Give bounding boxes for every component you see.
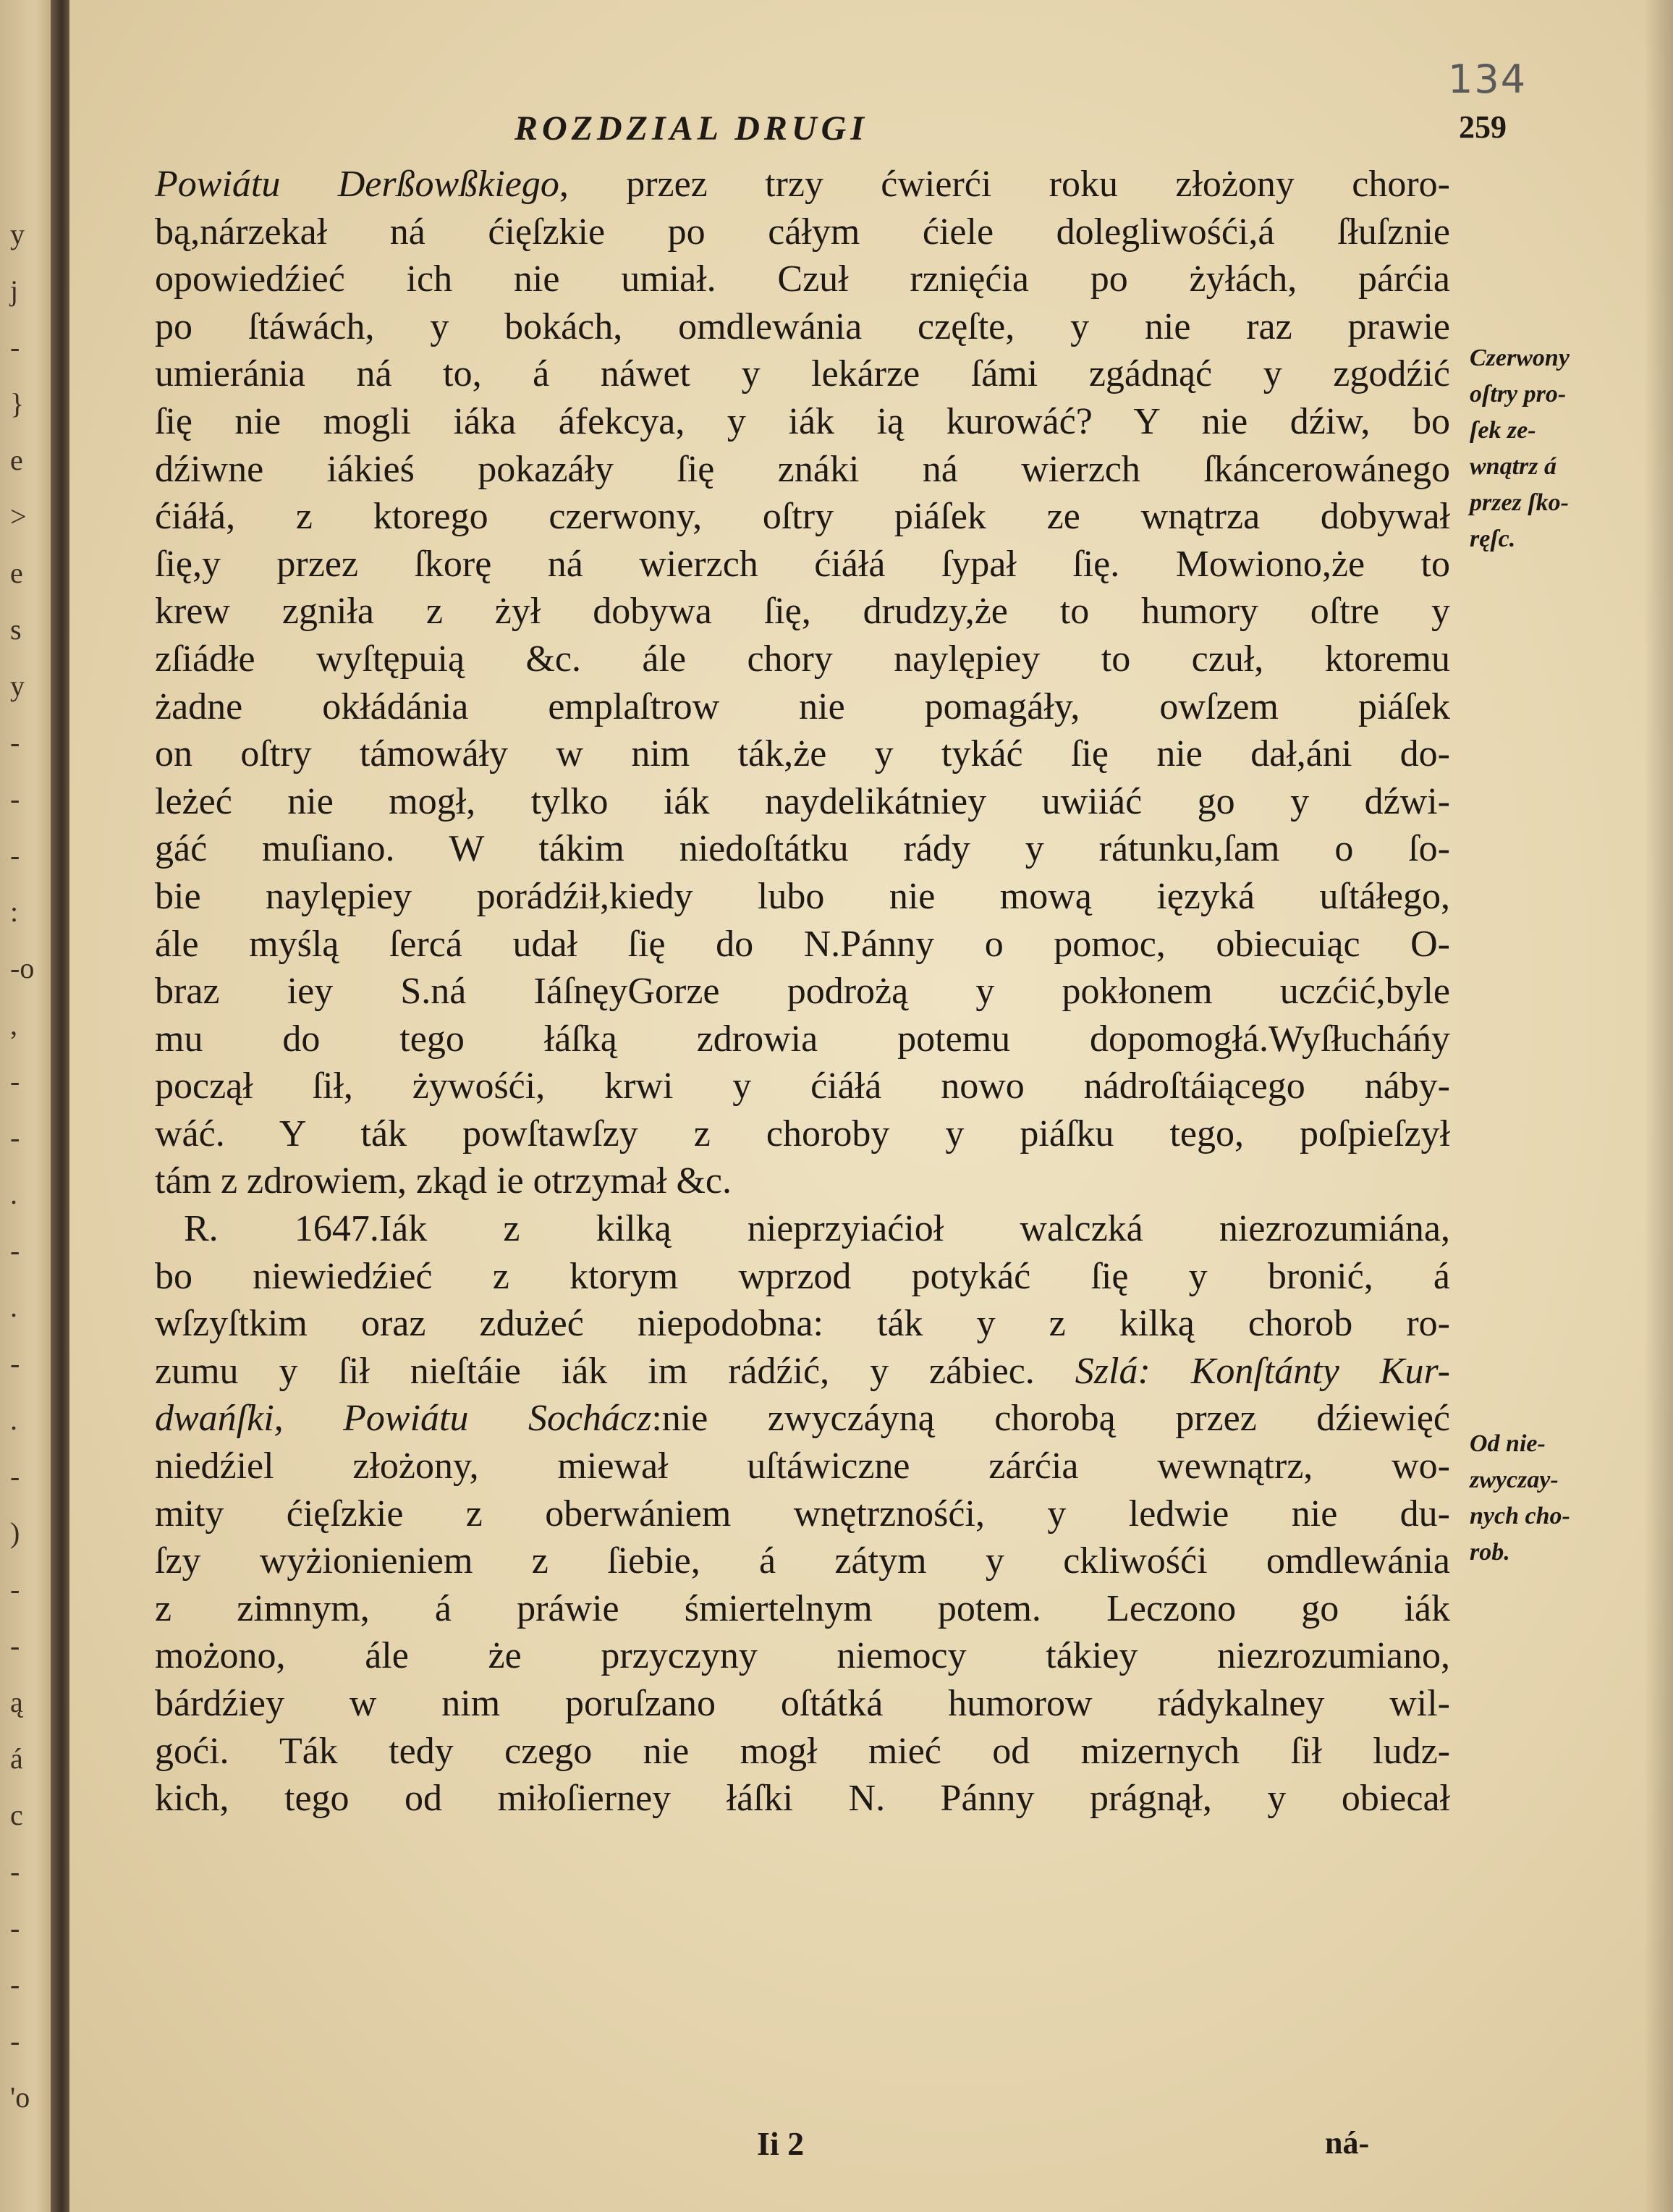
text-segment: on oſtry támowáły w nim ták,że y tykáć ſię nie dał,áni do- [155,733,1450,775]
facing-page-character: - [10,782,20,815]
text-segment: kich, tego od miłoſierney łáſki N. Pánny prágnął, y obiecał [155,1778,1450,1820]
facing-page-character: e [10,557,23,589]
text-line [155,588,1450,636]
text-line [155,541,1450,588]
text-line [155,350,1450,398]
facing-page-character: > [10,500,27,533]
text-line [155,1680,1450,1728]
facing-page-character: - [10,2025,20,2057]
text-line [155,1537,1450,1585]
facing-page-character: c [10,1799,23,1831]
text-segment: ſię nie mogli iáka áfekcya, y iák ią kurowáć? Y nie dźiw, bo [155,400,1450,442]
facing-page-character: -o [10,952,35,984]
page-number: 259 [1459,109,1507,145]
text-line [155,1063,1450,1110]
text-segment: braz iey S.ná IáſnęyGorze podrożą y pokłonem uczćić,byle [155,971,1450,1013]
text-segment: bą,nárzekał ná ćięſzkie po cáłym ćiele dolegliwośći,á ſłuſznie [155,211,1450,253]
text-line [155,493,1450,541]
text-segment: możono, ále że przyczyny niemocy tákiey niezrozumiano, [155,1635,1450,1677]
text-line [155,730,1450,778]
facing-page-character: - [10,839,20,871]
facing-page-character: : [10,895,19,928]
facing-page-character: ) [10,1516,20,1549]
text-segment: mity ćięſzkie z oberwániem wnętrznośći, y ledwie nie du- [155,1493,1450,1535]
body-text [155,161,1450,1823]
text-line [155,208,1450,256]
text-segment: bárdźiey w nim poruſzano oſtátká humorow rádykalney wil- [155,1683,1450,1724]
text-line [155,1632,1450,1680]
facing-page-character: y [10,218,25,250]
text-line [155,1348,1450,1396]
facing-page-character: - [10,1855,20,1888]
text-segment: żadne okłádánia emplaſtrow nie pomagáły, owſzem piáſek [155,685,1450,727]
text-line [155,398,1450,446]
text-line [155,1205,1450,1253]
facing-page-character: e [10,444,23,476]
facing-page-character: - [10,1912,20,1944]
text-segment: mu do tego łáſką zdrowia potemu dopomogłá.Wyſłucháńy [155,1018,1450,1060]
text-line [155,873,1450,921]
text-line [155,778,1450,826]
facing-page-character: s [10,613,22,646]
text-line [155,1157,1450,1205]
margin-note-line: ręſc. [1470,525,1516,552]
text-line [155,636,1450,683]
text-segment: dźiwne iákieś pokazáły ſię znáki ná wierzch ſkáncerowánego [155,448,1450,490]
margin-note-line: Od nie- [1470,1430,1546,1457]
text-line [155,1253,1450,1301]
text-line [155,1775,1450,1823]
facing-page-character: } [10,387,25,420]
text-segment: tám z zdrowiem, zkąd ie otrzymał &c. [155,1160,732,1202]
margin-note-line: rob. [1470,1539,1510,1566]
text-line [155,1728,1450,1776]
margin-note-od-niezwyczaynych [1470,1426,1614,1571]
margin-note-line: ſek ze- [1470,417,1536,444]
facing-page-character: - [10,1460,20,1493]
text-segment: niedźiel złożony, miewał uſtáwiczne zárćia wewnątrz, wo- [155,1445,1450,1487]
text-segment: ſzy wyżionieniem z ſiebie, á zátym y ckliwośći omdlewánia [155,1540,1450,1582]
text-segment: z zimnym, á práwie śmiertelnym potem. Leczono go iák [155,1587,1450,1629]
text-line [155,446,1450,494]
facing-page-character: , [10,1008,17,1041]
text-segment: wſzyſtkim oraz zdużeć niepodobna: ták y z kilką chorob ro- [155,1303,1450,1345]
book-page [69,0,1673,2212]
facing-page-character: - [10,726,20,759]
facing-page-character: - [10,331,20,363]
text-segment: ſię,y przez ſkorę ná wierzch ćiáłá ſypał ſię. Mowiono,że to [155,543,1450,585]
facing-page-character: y [10,670,25,702]
text-segment: umieránia ná to, á náwet y lekárze ſámi zgádnąć y zgodźić [155,353,1450,395]
facing-page-character: - [10,1121,20,1154]
margin-note-line: nych cho- [1470,1503,1570,1529]
text-segment: opowiedźieć ich nie umiał. Czuł rznięćia po żyłách, párćia [155,258,1450,300]
signature-mark: Ii 2 [757,2125,805,2162]
text-segment: R. 1647.Iák z kilką nieprzyiaćioł walczká niezrozumiána, [184,1208,1450,1250]
text-line [155,1585,1450,1633]
italic-text-segment: Powiátu Derßowßkiego [155,164,559,205]
facing-page-character: - [10,1234,20,1267]
italic-text-segment: dwańſki, Powiátu Sochácz [155,1398,652,1440]
handwritten-folio-number: 134 [1448,56,1528,102]
text-line [155,921,1450,968]
facing-page-edge [0,0,58,2212]
italic-text-segment: Szlá: Konſtánty Kur- [1075,1350,1450,1392]
margin-note-line: zwyczay- [1470,1466,1559,1493]
text-segment: zumu y ſił nieſtáie iák im rádźić, y zábiec. [155,1350,1075,1392]
facing-page-character: - [10,1347,20,1380]
facing-page-character: á [10,1742,23,1775]
facing-page-character: . [10,1403,17,1436]
facing-page-character: - [10,1573,20,1605]
margin-note-czerwony [1470,340,1614,557]
text-line [155,968,1450,1016]
text-segment: :nie zwyczáyną chorobą przez dźiewięć [651,1398,1450,1440]
text-segment: gáć muſiano. W tákim niedoſtátku rády y rátunku,ſam o ſo- [155,828,1450,870]
margin-note-line: wnątrz á [1470,453,1556,480]
facing-page-character: - [10,1629,20,1662]
text-line [155,256,1450,303]
text-segment: ále myślą ſercá udał ſię do N.Pánny o pomoc, obiecuiąc O- [155,923,1450,965]
text-segment: zſiádłe wyſtępuią &c. ále chory naylępiey to czuł, ktoremu [155,638,1450,680]
text-segment: wáć. Y ták powſtawſzy z choroby y piáſku tego, poſpieſzył [155,1113,1450,1154]
page-edge-shadow [1644,0,1673,2212]
text-line [155,303,1450,351]
facing-page-character: ą [10,1686,23,1718]
text-segment: po ſtáwách, y bokách, omdlewánia częſte, y nie raz prawie [155,305,1450,347]
margin-note-line: Czerwony [1470,345,1570,371]
facing-page-character: - [10,1065,20,1097]
margin-note-line: przez ſko- [1470,489,1569,516]
text-line [155,1300,1450,1348]
text-line [155,683,1450,731]
text-line [155,1395,1450,1443]
text-line [155,825,1450,873]
facing-page-character: j [10,274,19,307]
text-segment: ćiáłá, z ktorego czerwony, oſtry piáſek ze wnątrza dobywał [155,496,1450,538]
text-line [155,1110,1450,1158]
margin-note-line: oſtry pro- [1470,381,1567,408]
catchword: ná- [1325,2125,1370,2161]
text-segment: goći. Ták tedy czego nie mogł mieć od mizernych ſił ludz- [155,1730,1450,1772]
facing-page-character: - [10,1968,20,2001]
text-line [155,1490,1450,1538]
facing-page-character: . [10,1291,17,1323]
text-segment: bo niewiedźieć z ktorym wprzod potykáć ſię y bronić, á [155,1255,1450,1297]
text-segment: , przez trzy ćwierći roku złożony choro- [559,164,1450,205]
text-segment: krew zgniła z żył dobywa ſię, drudzy,że to humory oſtre y [155,591,1450,633]
facing-page-character: . [10,1178,17,1210]
text-segment: począł ſił, żywośći, krwi y ćiáłá nowo nádroſtáiącego náby- [155,1065,1450,1107]
text-segment: leżeć nie mogł, tylko iák naydelikátniey uwiiáć go y dźwi- [155,780,1450,822]
text-line [155,1443,1450,1490]
facing-page-character: 'o [10,2081,30,2114]
text-line [155,161,1450,208]
text-segment: bie naylępiey porádźił,kiedy lubo nie mową ięzyká uſtáłego, [155,875,1450,917]
text-line [155,1016,1450,1063]
running-head: ROZDZIAL DRUGI [514,109,868,148]
